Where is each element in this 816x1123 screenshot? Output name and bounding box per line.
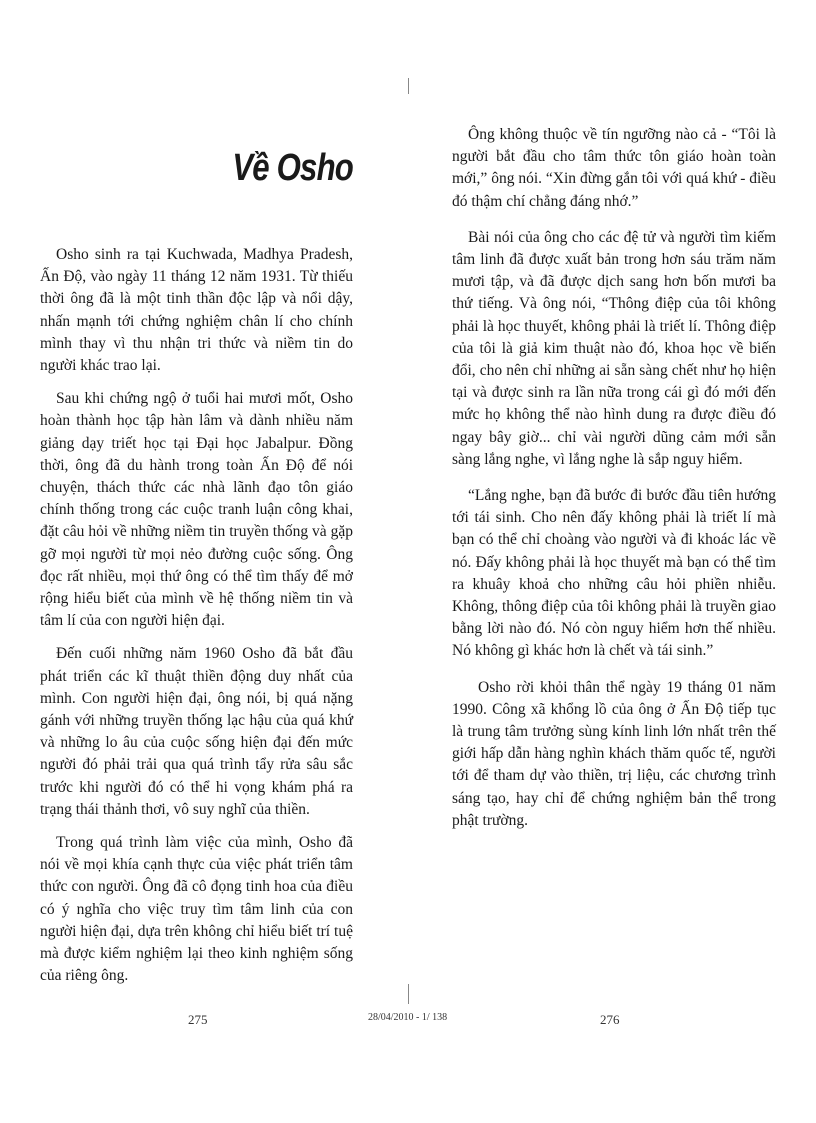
left-paragraph-3: Đến cuối những năm 1960 Osho đã bắt đầu phát triển các kĩ thuật thiền động duy nhất của mình. Con người hiện đại, ông nói, bị quá nặng gánh với những truyền thống lạc hậu của quá khứ và những lo âu của cuộc sống hiện đại đến mức người đó phải trải qua quá trình tẩy rửa sâu sắc trước khi người đó có thể hi vọng khám phá ra trạng thái thảnh thơi, vô suy nghĩ của thiền. [40,645,353,818]
center-divider-top [408,78,409,94]
footer-date: 28/04/2010 - 1/ 138 [368,1012,448,1023]
page-number-right: 276 [600,1012,620,1027]
center-divider-bottom [408,984,409,1004]
page-title: Về Osho [232,147,353,189]
left-page [40,132,353,988]
right-paragraph-4: Osho rời khỏi thân thể ngày 19 tháng 01 năm 1990. Công xã khổng lồ của ông ở Ấn Độ tiếp tục là trung tâm trưởng sùng kính linh lớn nhất trên thế giới hấp dẫn hàng nghìn khách thăm quốc tế, người tới để tham dự vào thiền, trị liệu, các chương trình sáng tạo, hay chỉ để chứng nghiệm bản thể trong phật trường. [452,678,776,829]
left-paragraph-2: Sau khi chứng ngộ ở tuổi hai mươi mốt, Osho hoàn thành học tập hàn lâm và dành nhiều năm giảng dạy triết học tại Đại học Jabalpur. Đồng thời, ông đã du hành trong toàn Ấn Độ để nói chuyện, thách thức các nhà lãnh đạo tôn giáo chính thống trong các cuộc tranh luận công khai, đặt câu hỏi về những niềm tin truyền thống và gặp gỡ mọi người từ mọi nẻo đường cuộc sống. Ông đọc rất nhiều, mọi thứ ông có thể tìm thấy để mở rộng hiểu biết của mình về hệ thống niềm tin và tâm lí của con người hiện đại. [40,390,353,630]
right-page [452,124,776,832]
right-paragraph-3: “Lắng nghe, bạn đã bước đi bước đầu tiên hướng tới tái sinh. Cho nên đấy không phải là triết lí mà bạn có thể chỉ choàng vào người và đi khoác lác về nó. Đấy không phải là học thuyết mà bạn có thể tìm ra khuây khoả cho những câu hỏi phiền nhiễu. Không, thông điệp của tôi không phải là truyền giao bằng lời nào đó. Nó còn nguy hiểm hơn thế nhiều. Nó không gì khác hơn là chết và tái sinh.” [452,487,776,660]
page-number-left: 275 [188,1012,208,1027]
right-paragraph-2: Bài nói của ông cho các đệ tử và người tìm kiếm tâm linh đã được xuất bản trong hơn sáu trăm năm mươi tập, và đã được dịch sang hơn bốn mươi ba thứ tiếng. Và ông nói, “Thông điệp của tôi không phải là học thuyết, không phải là triết lí. Thông điệp của tôi là giả kim thuật nào đó, khoa học về biến đổi, cho nên chỉ những ai sẵn sàng chết như họ hiện tại và được sinh ra lần nữa trong cái gì đó mới đến mức họ không thể nào hình dung ra được điều đó ngay bây giờ... chỉ vài người dũng cảm mới sẵn sàng lắng nghe, vì lắng nghe là sắp nguy hiểm. [452,228,776,468]
left-paragraph-1: Osho sinh ra tại Kuchwada, Madhya Pradesh, Ấn Độ, vào ngày 11 tháng 12 năm 1931. Từ thiếu thời ông đã là một tinh thần độc lập và nổi dậy, nhấn mạnh tới chứng nghiệm chân lí cho chính mình thay vì thu nhận tri thức và niềm tin do người khác trao lại. [40,246,353,375]
right-paragraph-1: Ông không thuộc về tín ngưỡng nào cả - “Tôi là người bắt đầu cho tâm thức tôn giáo hoàn toàn mới,” ông nói. “Xin đừng gắn tôi với quá khứ - điều đó thậm chí chẳng đáng nhớ.” [452,126,776,210]
left-paragraph-4: Trong quá trình làm việc của mình, Osho đã nói về mọi khía cạnh thực của việc phát triển tâm thức con người. Ông đã cô đọng tinh hoa của điều có ý nghĩa cho việc truy tìm tâm linh của con người hiện đại, dựa trên không chỉ hiểu biết trí tuệ mà được kiểm nghiệm lại theo kinh nghiệm sống của riêng ông. [40,834,353,985]
